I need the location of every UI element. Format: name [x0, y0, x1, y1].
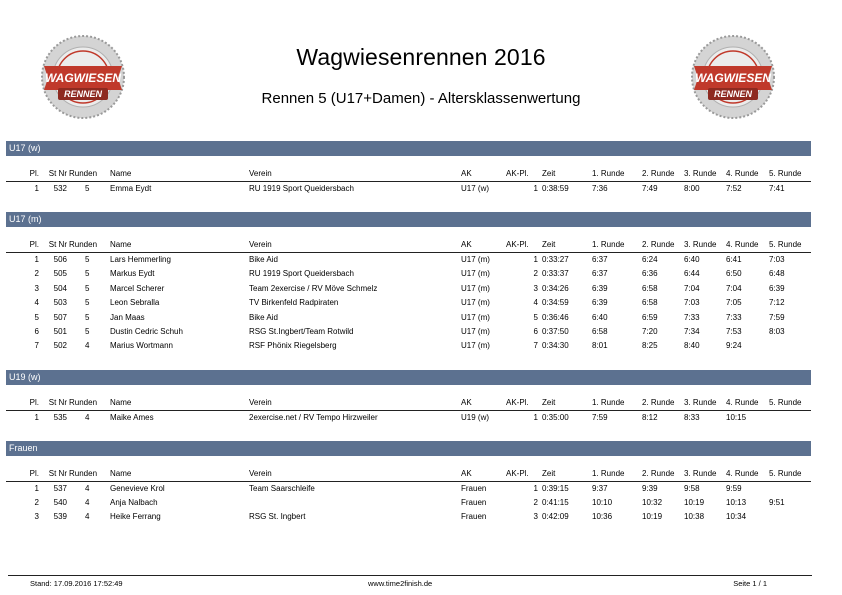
- column-header-pl: Pl.: [29, 169, 39, 178]
- cell-runden: 4: [85, 512, 90, 522]
- cell-ak-pl: 3: [533, 512, 538, 522]
- column-header-st-nr: St Nr: [48, 169, 67, 178]
- cell-name: Leon Sebralla: [110, 298, 160, 308]
- cell-r5: 8:03: [769, 326, 785, 336]
- cell-st-nr: 505: [53, 269, 67, 279]
- cell-ak-pl: 1: [533, 412, 538, 422]
- column-header-st-nr: St Nr: [48, 468, 67, 478]
- column-header-r2: 2. Runde: [642, 240, 675, 250]
- cell-verein: Bike Aid: [249, 312, 278, 322]
- table-row: [6, 411, 811, 425]
- cell-pl: 6: [34, 326, 39, 336]
- section-header: Frauen: [6, 441, 811, 456]
- cell-st-nr: 540: [53, 498, 67, 508]
- cell-st-nr: 502: [53, 341, 67, 351]
- column-header-zeit: Zeit: [542, 240, 556, 250]
- column-header-r4: 4. Runde: [726, 169, 759, 178]
- cell-verein: RU 1919 Sport Queidersbach: [249, 183, 354, 193]
- cell-r3: 8:40: [684, 341, 700, 351]
- cell-r4: 10:13: [726, 498, 747, 508]
- column-header-r1: 1. Runde: [592, 240, 625, 250]
- cell-r5: 6:48: [769, 269, 785, 279]
- cell-r1: 7:36: [592, 183, 608, 193]
- cell-runden: 5: [85, 254, 90, 264]
- cell-ak-pl: 1: [533, 254, 538, 264]
- column-header-zeit: Zeit: [542, 169, 556, 178]
- cell-r2: 6:58: [642, 283, 658, 293]
- cell-name: Anja Nalbach: [110, 498, 158, 508]
- cell-pl: 3: [34, 512, 39, 522]
- cell-st-nr: 537: [53, 483, 67, 493]
- cell-r5: 7:12: [769, 298, 785, 308]
- cell-ak-pl: 2: [533, 269, 538, 279]
- cell-r2: 9:39: [642, 483, 658, 493]
- cell-r1: 6:58: [592, 326, 608, 336]
- column-header-st-nr: St Nr: [48, 240, 67, 250]
- column-header-r1: 1. Runde: [592, 169, 625, 178]
- column-header-r2: 2. Runde: [642, 468, 675, 478]
- cell-runden: 4: [85, 498, 90, 508]
- column-header-r4: 4. Runde: [726, 468, 759, 478]
- cell-verein: RSG St.Ingbert/Team Rotwild: [249, 326, 354, 336]
- table-row: [6, 339, 811, 353]
- cell-r4: 6:41: [726, 254, 742, 264]
- cell-ak-pl: 5: [533, 312, 538, 322]
- cell-r3: 7:03: [684, 298, 700, 308]
- cell-verein: Team 2exercise / RV Möve Schmelz: [249, 283, 378, 293]
- cell-name: Maike Ames: [110, 412, 154, 422]
- cell-ak-pl: 2: [533, 498, 538, 508]
- cell-r5: 7:59: [769, 312, 785, 322]
- column-header-r4: 4. Runde: [726, 240, 759, 250]
- cell-runden: 5: [85, 269, 90, 279]
- results-sections: [6, 141, 811, 541]
- cell-zeit: 0:39:15: [542, 483, 569, 493]
- column-header-runden: Runden: [69, 240, 98, 250]
- cell-pl: 1: [34, 483, 39, 493]
- cell-zeit: 0:34:30: [542, 341, 569, 351]
- cell-ak: Frauen: [461, 483, 487, 493]
- column-header-runden: Runden: [69, 468, 98, 478]
- section-header: U19 (w): [6, 370, 811, 385]
- cell-runden: 4: [85, 483, 90, 493]
- cell-name: Markus Eydt: [110, 269, 155, 279]
- page-title: Wagwiesenrennen 2016: [296, 44, 546, 70]
- column-header-verein: Verein: [249, 468, 272, 478]
- column-header-r2: 2. Runde: [642, 169, 675, 178]
- column-header-name: Name: [110, 468, 132, 478]
- column-header-ak-pl: AK-Pl.: [506, 169, 529, 178]
- cell-ak: U17 (w): [461, 183, 490, 193]
- table-row: [6, 482, 811, 496]
- cell-ak-pl: 1: [533, 483, 538, 493]
- cell-ak: U17 (m): [461, 254, 490, 264]
- column-header-ak-pl: AK-Pl.: [506, 240, 529, 250]
- column-header-r1: 1. Runde: [592, 468, 625, 478]
- cell-r2: 7:49: [642, 183, 658, 193]
- cell-ak: U17 (m): [461, 312, 490, 322]
- column-header-r3: 3. Runde: [684, 169, 717, 178]
- cell-name: Marcel Scherer: [110, 283, 165, 293]
- cell-name: Emma Eydt: [110, 183, 152, 193]
- cell-zeit: 0:33:27: [542, 254, 569, 264]
- cell-ak-pl: 6: [533, 326, 538, 336]
- cell-r2: 10:19: [642, 512, 663, 522]
- column-header-zeit: Zeit: [542, 397, 556, 407]
- cell-name: Lars Hemmerling: [110, 254, 171, 264]
- column-header-r4: 4. Runde: [726, 397, 759, 407]
- cell-name: Dustin Cedric Schuh: [110, 326, 183, 336]
- cell-pl: 4: [34, 298, 39, 308]
- cell-zeit: 0:38:59: [542, 183, 569, 193]
- cell-pl: 1: [34, 412, 39, 422]
- column-header-ak: AK: [461, 169, 472, 178]
- cell-r4: 10:15: [726, 412, 747, 422]
- cell-verein: Team Saarschleife: [249, 483, 315, 493]
- cell-r2: 8:12: [642, 412, 658, 422]
- cell-name: Heike Ferrang: [110, 512, 161, 522]
- cell-r2: 8:25: [642, 341, 658, 351]
- cell-pl: 7: [34, 341, 39, 351]
- cell-st-nr: 503: [53, 298, 67, 308]
- column-header-r3: 3. Runde: [684, 397, 717, 407]
- cell-r5: 7:41: [769, 183, 785, 193]
- cell-r3: 9:58: [684, 483, 700, 493]
- cell-verein: RSG St. Ingbert: [249, 512, 306, 522]
- cell-ak-pl: 1: [533, 183, 538, 193]
- column-header-ak: AK: [461, 240, 472, 250]
- cell-runden: 4: [85, 341, 90, 351]
- table-row: [6, 282, 811, 296]
- section: [6, 441, 811, 525]
- cell-r2: 6:59: [642, 312, 658, 322]
- cell-zeit: 0:34:59: [542, 298, 569, 308]
- section: [6, 212, 811, 354]
- cell-ak: U17 (m): [461, 269, 490, 279]
- column-header-verein: Verein: [249, 240, 272, 250]
- logo-right-bottom-text: RENNEN: [713, 89, 753, 99]
- cell-name: Marius Wortmann: [110, 341, 173, 351]
- cell-ak: U17 (m): [461, 298, 490, 308]
- table-row: [6, 311, 811, 325]
- column-header-pl: Pl.: [29, 240, 39, 250]
- column-header-pl: Pl.: [29, 468, 39, 478]
- page-footer: [8, 575, 812, 591]
- cell-verein: 2exercise.net / RV Tempo Hirzweiler: [249, 412, 378, 422]
- cell-r1: 6:37: [592, 254, 608, 264]
- cell-r5: 9:51: [769, 498, 785, 508]
- cell-st-nr: 507: [53, 312, 67, 322]
- cell-runden: 5: [85, 326, 90, 336]
- logo-left-top-text: WAGWIESEN: [44, 71, 122, 85]
- cell-r3: 8:33: [684, 412, 700, 422]
- column-header-name: Name: [110, 169, 132, 178]
- cell-r3: 7:04: [684, 283, 700, 293]
- cell-zeit: 0:34:26: [542, 283, 569, 293]
- cell-st-nr: 532: [53, 183, 67, 193]
- table-row: [6, 253, 811, 267]
- cell-zeit: 0:41:15: [542, 498, 569, 508]
- column-header-ak-pl: AK-Pl.: [506, 468, 529, 478]
- cell-verein: RSF Phönix Riegelsberg: [249, 341, 337, 351]
- column-header-ak: AK: [461, 397, 472, 407]
- cell-r3: 10:38: [684, 512, 705, 522]
- section: [6, 370, 811, 425]
- cell-name: Jan Maas: [110, 312, 145, 322]
- cell-pl: 2: [34, 498, 39, 508]
- column-header-r5: 5. Runde: [769, 468, 802, 478]
- cell-r2: 10:32: [642, 498, 663, 508]
- cell-zeit: 0:37:50: [542, 326, 569, 336]
- cell-runden: 5: [85, 283, 90, 293]
- page-subtitle: Rennen 5 (U17+Damen) - Altersklassenwertung: [261, 90, 581, 107]
- cell-runden: 5: [85, 312, 90, 322]
- table-row: [6, 267, 811, 281]
- cell-zeit: 0:42:09: [542, 512, 569, 522]
- cell-r1: 9:37: [592, 483, 608, 493]
- column-header-r2: 2. Runde: [642, 397, 675, 407]
- cell-pl: 1: [34, 254, 39, 264]
- footer-page-number: Seite 1 / 1: [733, 579, 767, 588]
- cell-r1: 6:39: [592, 283, 608, 293]
- cell-r4: 7:05: [726, 298, 742, 308]
- cell-r5: 6:39: [769, 283, 785, 293]
- column-header-r5: 5. Runde: [769, 240, 802, 250]
- cell-ak: U17 (m): [461, 341, 490, 351]
- table-row: [6, 510, 811, 524]
- cell-zeit: 0:36:46: [542, 312, 569, 322]
- cell-r3: 7:33: [684, 312, 700, 322]
- cell-ak: Frauen: [461, 512, 487, 522]
- column-header-row: [6, 167, 811, 182]
- column-header-row: [6, 238, 811, 253]
- column-header-runden: Runden: [69, 397, 98, 407]
- cell-ak: U17 (m): [461, 283, 490, 293]
- column-header-r1: 1. Runde: [592, 397, 625, 407]
- cell-pl: 1: [34, 183, 39, 193]
- cell-ak-pl: 4: [533, 298, 538, 308]
- column-header-name: Name: [110, 240, 132, 250]
- footer-website[interactable]: www.time2finish.de: [368, 579, 433, 588]
- cell-r4: 7:52: [726, 183, 742, 193]
- cell-r2: 6:58: [642, 298, 658, 308]
- cell-r2: 6:36: [642, 269, 658, 279]
- column-header-zeit: Zeit: [542, 468, 556, 478]
- cell-verein: RU 1919 Sport Queidersbach: [249, 269, 354, 279]
- cell-r3: 10:19: [684, 498, 705, 508]
- column-header-ak: AK: [461, 468, 472, 478]
- cell-ak-pl: 3: [533, 283, 538, 293]
- cell-name: Genevieve Krol: [110, 483, 165, 493]
- section-header: U17 (m): [6, 212, 811, 227]
- cell-r5: 7:03: [769, 254, 785, 264]
- column-header-r3: 3. Runde: [684, 240, 717, 250]
- cell-r1: 10:10: [592, 498, 613, 508]
- cell-r3: 6:44: [684, 269, 700, 279]
- cell-ak: U17 (m): [461, 326, 490, 336]
- cell-r1: 10:36: [592, 512, 613, 522]
- column-header-name: Name: [110, 397, 132, 407]
- cell-r1: 7:59: [592, 412, 608, 422]
- cell-st-nr: 535: [53, 412, 67, 422]
- cell-r4: 6:50: [726, 269, 742, 279]
- cell-ak: U19 (w): [461, 412, 490, 422]
- cell-r4: 7:53: [726, 326, 742, 336]
- cell-st-nr: 501: [53, 326, 67, 336]
- cell-r4: 7:04: [726, 283, 742, 293]
- logo-left-bottom-text: RENNEN: [63, 89, 103, 99]
- cell-r1: 6:39: [592, 298, 608, 308]
- section-header: U17 (w): [6, 141, 811, 156]
- cell-r3: 7:34: [684, 326, 700, 336]
- logo-right-top-text: WAGWIESEN: [694, 71, 772, 85]
- column-header-ak-pl: AK-Pl.: [506, 397, 529, 407]
- cell-st-nr: 504: [53, 283, 67, 293]
- section: [6, 141, 811, 196]
- cell-verein: Bike Aid: [249, 254, 278, 264]
- cell-st-nr: 506: [53, 254, 67, 264]
- cell-pl: 5: [34, 312, 39, 322]
- cell-r4: 9:59: [726, 483, 742, 493]
- cell-r3: 6:40: [684, 254, 700, 264]
- column-header-row: [6, 467, 811, 482]
- cell-st-nr: 539: [53, 512, 67, 522]
- cell-r4: 7:33: [726, 312, 742, 322]
- cell-ak-pl: 7: [533, 341, 538, 351]
- cell-r4: 10:34: [726, 512, 747, 522]
- column-header-r5: 5. Runde: [769, 169, 802, 178]
- column-header-st-nr: St Nr: [48, 397, 67, 407]
- cell-pl: 3: [34, 283, 39, 293]
- table-row: [6, 296, 811, 310]
- table-row: [6, 496, 811, 510]
- footer-timestamp: Stand: 17.09.2016 17:52:49: [30, 579, 123, 588]
- column-header-pl: Pl.: [29, 397, 39, 407]
- cell-runden: 4: [85, 412, 90, 422]
- cell-r3: 8:00: [684, 183, 700, 193]
- cell-r1: 8:01: [592, 341, 608, 351]
- cell-runden: 5: [85, 183, 90, 193]
- cell-verein: TV Birkenfeld Radpiraten: [249, 298, 339, 308]
- cell-r4: 9:24: [726, 341, 742, 351]
- cell-r2: 6:24: [642, 254, 658, 264]
- column-header-verein: Verein: [249, 169, 272, 178]
- cell-pl: 2: [34, 269, 39, 279]
- column-header-r3: 3. Runde: [684, 468, 717, 478]
- cell-r1: 6:37: [592, 269, 608, 279]
- cell-r1: 6:40: [592, 312, 608, 322]
- column-header-runden: Runden: [69, 169, 98, 178]
- cell-zeit: 0:33:37: [542, 269, 569, 279]
- cell-runden: 5: [85, 298, 90, 308]
- table-row: [6, 182, 811, 196]
- table-row: [6, 325, 811, 339]
- column-header-row: [6, 396, 811, 411]
- cell-zeit: 0:35:00: [542, 412, 569, 422]
- cell-r2: 7:20: [642, 326, 658, 336]
- column-header-r5: 5. Runde: [769, 397, 802, 407]
- cell-ak: Frauen: [461, 498, 487, 508]
- column-header-verein: Verein: [249, 397, 272, 407]
